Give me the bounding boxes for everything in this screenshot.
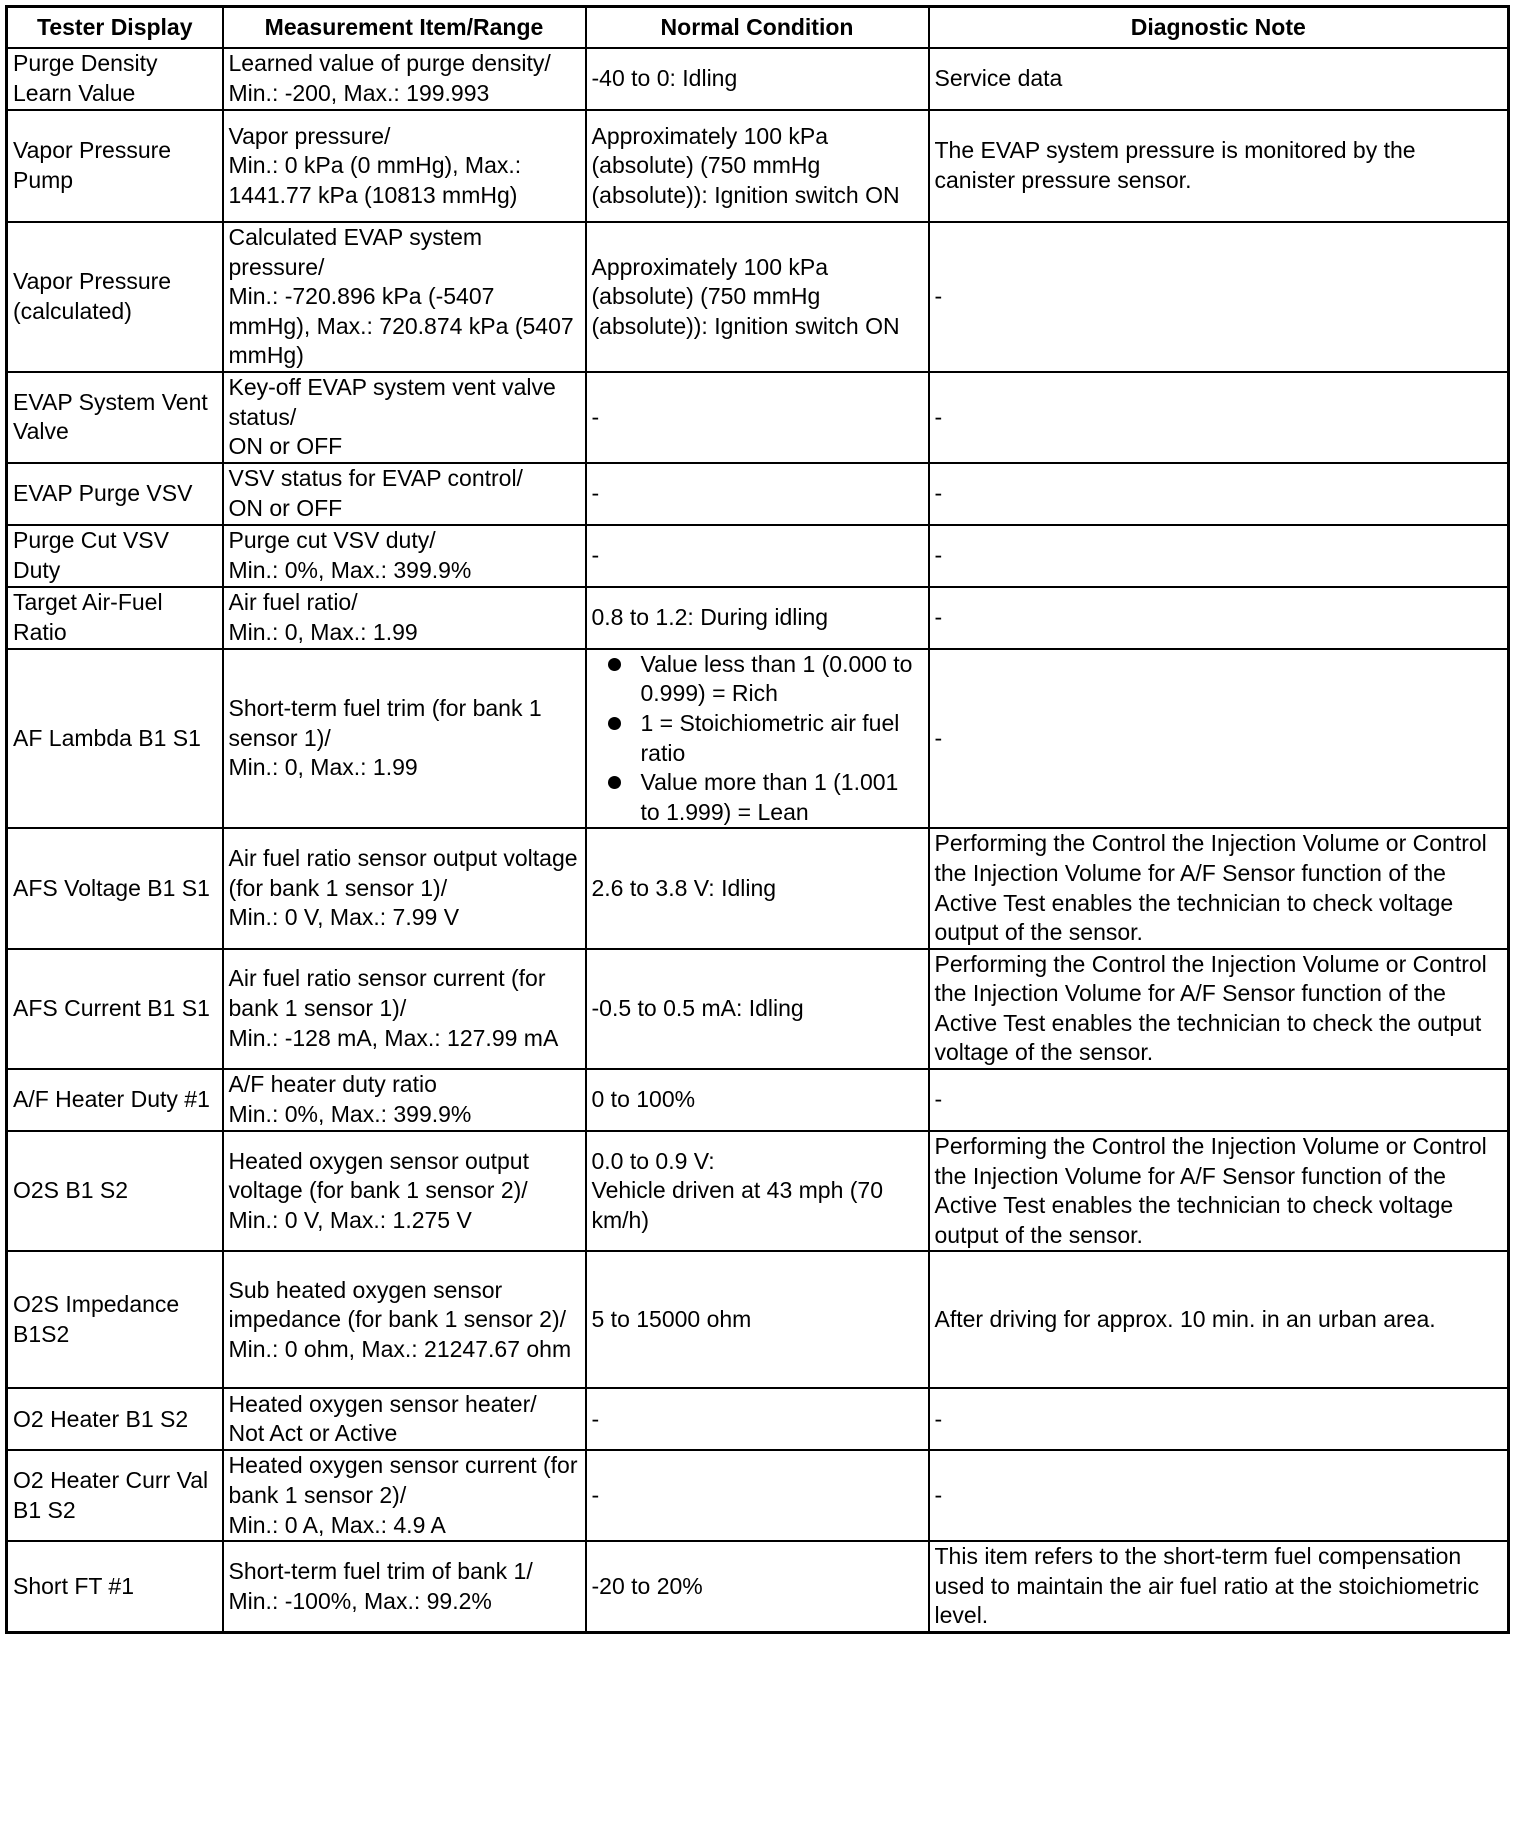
cell-measurement-item: Vapor pressure/ Min.: 0 kPa (0 mmHg), Max.: 1441.77 kPa (10813 mmHg) xyxy=(223,110,586,222)
cell-diagnostic-note: Performing the Control the Injection Volume or Control the Injection Volume for A/F Sensor function of the Active Test enables the technician to check voltage output of the sensor. xyxy=(929,1131,1509,1251)
header-normal-condition: Normal Condition xyxy=(586,7,929,49)
table-row xyxy=(7,463,1509,525)
list-item-text: Value more than 1 (1.001 to 1.999) = Lean xyxy=(640,769,899,825)
table-row xyxy=(7,649,1509,829)
cell-normal-condition: - xyxy=(586,525,929,587)
table-row xyxy=(7,1541,1509,1632)
cell-tester-display: Purge Density Learn Value xyxy=(7,48,223,110)
cell-measurement-item: Short-term fuel trim (for bank 1 sensor 1)/ Min.: 0, Max.: 1.99 xyxy=(223,649,586,829)
cell-diagnostic-note: Performing the Control the Injection Volume or Control the Injection Volume for A/F Sensor function of the Active Test enables the technician to check voltage output of the sensor. xyxy=(929,828,1509,948)
cell-normal-condition: 0.8 to 1.2: During idling xyxy=(586,587,929,649)
cell-tester-display: Target Air-Fuel Ratio xyxy=(7,587,223,649)
table-row xyxy=(7,1388,1509,1450)
table-row xyxy=(7,828,1509,948)
cell-diagnostic-note: - xyxy=(929,222,1509,372)
cell-measurement-item: Short-term fuel trim of bank 1/ Min.: -100%, Max.: 99.2% xyxy=(223,1541,586,1632)
list-item-text: 1 = Stoichiometric air fuel ratio xyxy=(640,709,900,766)
cell-measurement-item: A/F heater duty ratio Min.: 0%, Max.: 399.9% xyxy=(223,1069,586,1131)
cell-diagnostic-note: - xyxy=(929,1450,1509,1541)
cell-diagnostic-note: - xyxy=(929,587,1509,649)
cell-normal-condition: Approximately 100 kPa (absolute) (750 mmHg (absolute)): Ignition switch ON xyxy=(586,222,929,372)
cell-tester-display: A/F Heater Duty #1 xyxy=(7,1069,223,1131)
cell-tester-display: Short FT #1 xyxy=(7,1541,223,1632)
cell-normal-condition: Approximately 100 kPa (absolute) (750 mmHg (absolute)): Ignition switch ON xyxy=(586,110,929,222)
table-row xyxy=(7,372,1509,463)
cell-tester-display: O2S Impedance B1S2 xyxy=(7,1251,223,1388)
cell-measurement-item: Air fuel ratio sensor current (for bank 1 sensor 1)/ Min.: -128 mA, Max.: 127.99 mA xyxy=(223,949,586,1069)
cell-tester-display: Vapor Pressure (calculated) xyxy=(7,222,223,372)
cell-tester-display: O2S B1 S2 xyxy=(7,1131,223,1251)
list-item xyxy=(592,768,923,827)
table-row xyxy=(7,949,1509,1069)
bullet-icon xyxy=(608,717,621,730)
cell-normal-condition: - xyxy=(586,463,929,525)
header-diagnostic-note: Diagnostic Note xyxy=(929,7,1509,49)
list-item-text: Value less than 1 (0.000 to 0.999) = Rich xyxy=(640,650,913,707)
cell-measurement-item: VSV status for EVAP control/ ON or OFF xyxy=(223,463,586,525)
bullet-icon xyxy=(608,658,621,671)
cell-measurement-item: Key-off EVAP system vent valve status/ ON or OFF xyxy=(223,372,586,463)
list-item xyxy=(592,709,923,768)
table-row xyxy=(7,1251,1509,1388)
cell-measurement-item: Heated oxygen sensor output voltage (for bank 1 sensor 2)/ Min.: 0 V, Max.: 1.275 V xyxy=(223,1131,586,1251)
cell-normal-condition xyxy=(586,649,929,829)
cell-normal-condition: -40 to 0: Idling xyxy=(586,48,929,110)
cell-normal-condition: 5 to 15000 ohm xyxy=(586,1251,929,1388)
cell-measurement-item: Heated oxygen sensor current (for bank 1 sensor 2)/ Min.: 0 A, Max.: 4.9 A xyxy=(223,1450,586,1541)
list-item xyxy=(592,650,923,709)
cell-measurement-item: Purge cut VSV duty/ Min.: 0%, Max.: 399.9% xyxy=(223,525,586,587)
cell-tester-display: Purge Cut VSV Duty xyxy=(7,525,223,587)
table-row xyxy=(7,110,1509,222)
cell-tester-display: O2 Heater Curr Val B1 S2 xyxy=(7,1450,223,1541)
header-measurement-item: Measurement Item/Range xyxy=(223,7,586,49)
cell-diagnostic-note: - xyxy=(929,1388,1509,1450)
table-row xyxy=(7,587,1509,649)
cell-diagnostic-note: The EVAP system pressure is monitored by the canister pressure sensor. xyxy=(929,110,1509,222)
cell-diagnostic-note: - xyxy=(929,463,1509,525)
cell-measurement-item: Air fuel ratio/ Min.: 0, Max.: 1.99 xyxy=(223,587,586,649)
table-row xyxy=(7,48,1509,110)
cell-normal-condition: -20 to 20% xyxy=(586,1541,929,1632)
data-list-table xyxy=(5,5,1510,1634)
cell-normal-condition: - xyxy=(586,372,929,463)
cell-normal-condition: 0.0 to 0.9 V: Vehicle driven at 43 mph (70 km/h) xyxy=(586,1131,929,1251)
cell-normal-condition: - xyxy=(586,1388,929,1450)
cell-diagnostic-note: - xyxy=(929,372,1509,463)
cell-normal-condition: 0 to 100% xyxy=(586,1069,929,1131)
cell-tester-display: EVAP System Vent Valve xyxy=(7,372,223,463)
cell-measurement-item: Heated oxygen sensor heater/ Not Act or Active xyxy=(223,1388,586,1450)
cell-tester-display: AFS Current B1 S1 xyxy=(7,949,223,1069)
cell-normal-condition: - xyxy=(586,1450,929,1541)
cell-measurement-item: Air fuel ratio sensor output voltage (for bank 1 sensor 1)/ Min.: 0 V, Max.: 7.99 V xyxy=(223,828,586,948)
cell-normal-condition: 2.6 to 3.8 V: Idling xyxy=(586,828,929,948)
cell-tester-display: EVAP Purge VSV xyxy=(7,463,223,525)
cell-tester-display: AFS Voltage B1 S1 xyxy=(7,828,223,948)
cell-diagnostic-note: Service data xyxy=(929,48,1509,110)
cell-tester-display: AF Lambda B1 S1 xyxy=(7,649,223,829)
header-tester-display: Tester Display xyxy=(7,7,223,49)
cell-measurement-item: Sub heated oxygen sensor impedance (for bank 1 sensor 2)/ Min.: 0 ohm, Max.: 21247.67 ohm xyxy=(223,1251,586,1388)
cell-tester-display: Vapor Pressure Pump xyxy=(7,110,223,222)
bullet-icon xyxy=(608,776,621,789)
table-row xyxy=(7,1450,1509,1541)
cell-tester-display: O2 Heater B1 S2 xyxy=(7,1388,223,1450)
table-row xyxy=(7,1131,1509,1251)
cell-diagnostic-note: - xyxy=(929,1069,1509,1131)
cell-measurement-item: Calculated EVAP system pressure/ Min.: -720.896 kPa (-5407 mmHg), Max.: 720.874 kPa (5407 mmHg) xyxy=(223,222,586,372)
cell-normal-condition: -0.5 to 0.5 mA: Idling xyxy=(586,949,929,1069)
cell-diagnostic-note: Performing the Control the Injection Volume or Control the Injection Volume for A/F Sensor function of the Active Test enables the technician to check the output voltage of the sensor. xyxy=(929,949,1509,1069)
table-header-row xyxy=(7,7,1509,49)
cell-diagnostic-note: - xyxy=(929,649,1509,829)
normal-condition-list xyxy=(592,650,923,828)
table-row xyxy=(7,222,1509,372)
cell-diagnostic-note: After driving for approx. 10 min. in an urban area. xyxy=(929,1251,1509,1388)
table-row xyxy=(7,525,1509,587)
table-body xyxy=(7,48,1509,1633)
cell-measurement-item: Learned value of purge density/ Min.: -200, Max.: 199.993 xyxy=(223,48,586,110)
cell-diagnostic-note: This item refers to the short-term fuel compensation used to maintain the air fuel ratio at the stoichiometric level. xyxy=(929,1541,1509,1632)
cell-diagnostic-note: - xyxy=(929,525,1509,587)
table-row xyxy=(7,1069,1509,1131)
